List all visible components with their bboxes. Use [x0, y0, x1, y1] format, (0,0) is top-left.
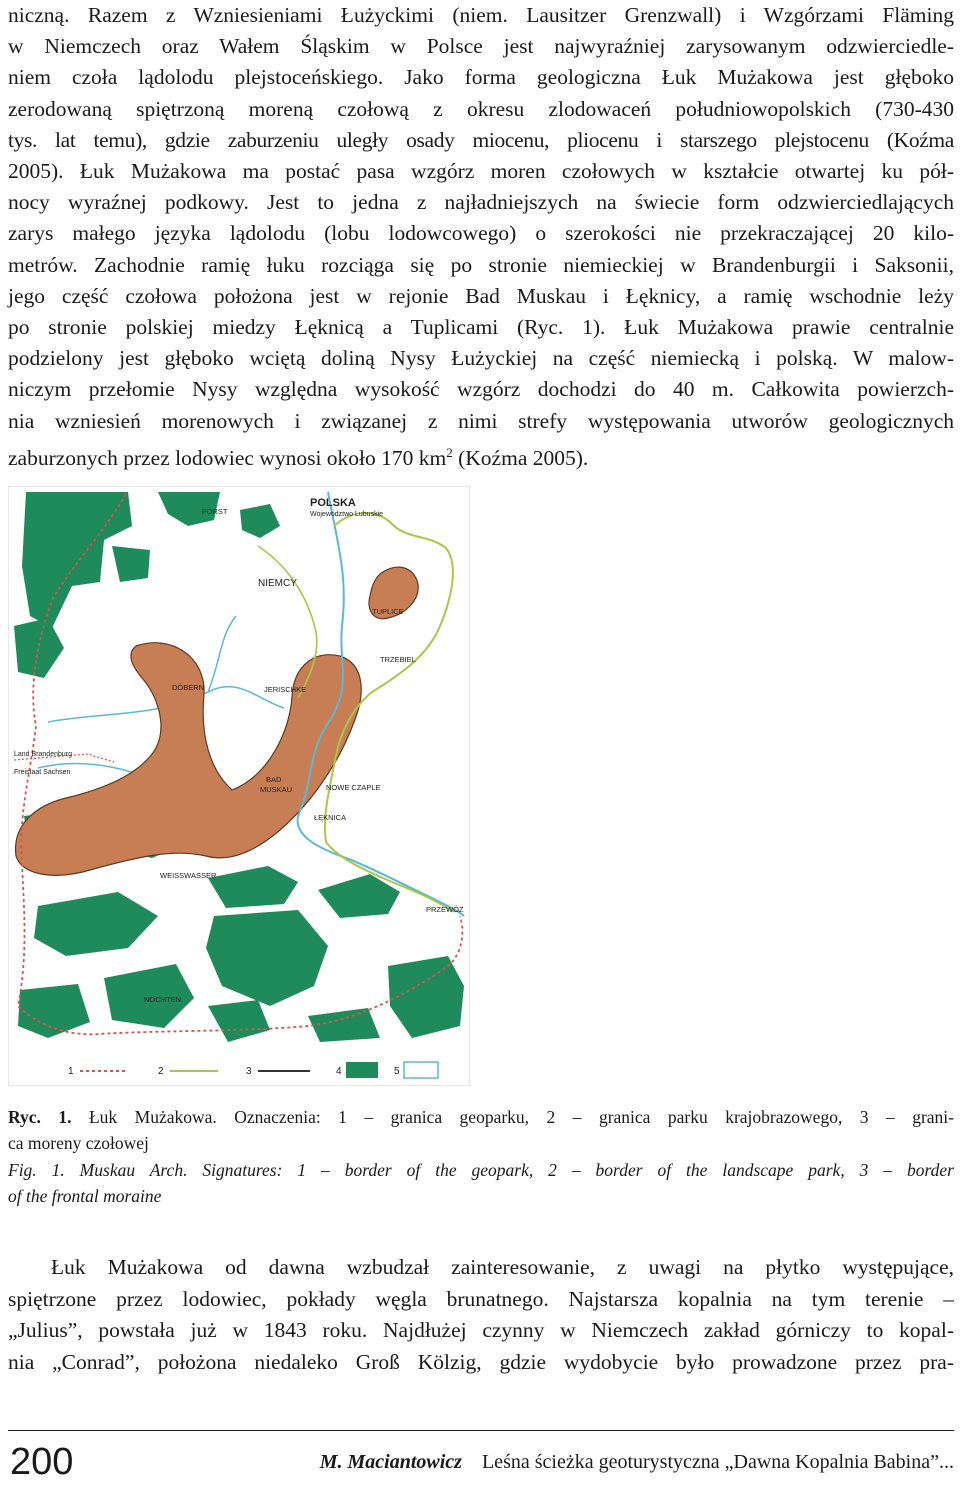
text-line: spiętrzone przez lodowiec, pokłady węgla brunatnego. Najstarsza kopalnia na tym terenie –	[8, 1286, 954, 1311]
map-label-tuplice: TUPLICE	[372, 607, 404, 616]
intro-paragraph	[8, 0, 954, 474]
footer-author: M. Maciantowicz	[319, 1451, 462, 1473]
text-line: nocy wyraźnej podkowy. Jest to jedna z najładniejszych na świecie form odzwierciedlających	[8, 190, 954, 215]
map-label-muskau: MUSKAU	[260, 785, 293, 794]
caption-line: Fig. 1. Muskau Arch. Signatures: 1 – border of the geopark, 2 – border of the landscape park, 3 – border	[8, 1160, 954, 1180]
legend-number-3: 3	[246, 1066, 252, 1077]
caption-line: of the frontal moraine	[8, 1186, 162, 1206]
legend-number-2: 2	[158, 1066, 164, 1077]
running-footer	[320, 1450, 954, 1474]
figure-label: Ryc. 1.	[8, 1107, 72, 1127]
map-label-wojewodztwo: Województwo Lubuskie	[310, 511, 384, 518]
figure-caption-english	[8, 1157, 954, 1209]
text-fragment: zaburzonych przez lodowiec wynosi około 170 km	[8, 446, 447, 470]
legend-number-5: 5	[394, 1066, 400, 1077]
text-line: zarys małego języka lądolodu (lobu lodowcowego) o szerokości nie przekraczającej 20 kilo-	[8, 221, 954, 246]
text-line-last	[8, 437, 954, 474]
map-label-dobern: DÖBERN	[172, 683, 205, 692]
caption-line	[8, 1104, 954, 1130]
footer-rule	[8, 1430, 954, 1431]
text-fragment: (Koźma 2005).	[452, 446, 589, 470]
map-label-land-brandenburg: Land Brandenburg	[14, 751, 72, 758]
footer-title: Leśna ścieżka geoturystyczna „Dawna Kopalnia Babina”...	[481, 1451, 954, 1473]
map-label-leknica: ŁĘKNICA	[314, 813, 347, 822]
map-label-trzebiel: TRZEBIEL	[380, 655, 416, 664]
text-line: po stronie polskiej miedzy Łęknicą a Tuplicami (Ryc. 1). Łuk Mużakowa prawie centralnie	[8, 315, 954, 340]
map-label-niemcy: NIEMCY	[258, 578, 297, 589]
map-label-bad: BAD	[266, 775, 282, 784]
legend-symbol-area	[404, 1062, 438, 1078]
text-line: Łuk Mużakowa od dawna wzbudzał zainteresowanie, z uwagi na płytko występujące,	[51, 1255, 954, 1279]
text-line: tys. lat temu), gdzie zaburzeniu uległy osady miocenu, pliocenu i starszego plejstocenu (Koźma	[8, 127, 954, 152]
map-label-freistaat-sachsen: Freistaat Sachsen	[14, 769, 71, 776]
caption-text: Łuk Mużakowa. Oznaczenia: 1 – granica geoparku, 2 – granica parku krajobrazowego, 3 – grani-	[71, 1107, 954, 1127]
text-line: nia „Conrad”, położona niedaleko Groß Kölzig, gdzie wydobycie było prowadzone przez pra-	[8, 1349, 954, 1374]
map-label-forst: FORST	[202, 507, 228, 516]
map-label-jerischke: JERISCHKE	[264, 685, 307, 694]
figure-caption-polish	[8, 1104, 954, 1156]
caption-line: ca moreny czołowej	[8, 1133, 149, 1153]
muskau-arch-map	[8, 486, 470, 1086]
map-label-nowe-czaple: NOWE CZAPLE	[326, 783, 381, 792]
text-line: podzielony jest głęboko wciętą doliną Nysy Łużyckiej na część niemiecką i polską. W malow-	[8, 346, 954, 371]
text-line: nia wzniesień morenowych i związanej z nimi strefy występowania utworów geologicznych	[8, 408, 954, 433]
text-line: jego część czołowa położona jest w rejonie Bad Muskau i Łęknicy, a ramię wschodnie leży	[8, 283, 954, 308]
map-label-nochten: NOCHTEN	[144, 995, 182, 1004]
map-label-weisswasser: WEISSWASSER	[160, 871, 217, 880]
text-line: w Niemczech oraz Wałem Śląskim w Polsce jest najwyraźniej zarysowanym odzwierciedle-	[8, 34, 954, 59]
text-line: 2005). Łuk Mużakowa ma postać pasa wzgórz moren czołowych w kształcie otwartej ku pół-	[8, 159, 954, 184]
text-line: „Julius”, powstała już w 1843 roku. Najdłużej czynny w Niemczech zakład górniczy to kopal-	[8, 1318, 954, 1342]
text-line: zerodowaną spiętrzoną moreną czołową z okresu zlodowaceń południowopolskich (730-430	[8, 96, 954, 121]
legend-symbol-forest	[346, 1062, 378, 1078]
superscript: 2	[446, 444, 453, 460]
legend-number-1: 1	[68, 1066, 74, 1077]
map-label-polska: POLSKA	[310, 497, 356, 509]
text-line: metrów. Zachodnie ramię łuku rozciąga się po stronie niemieckiej w Brandenburgii i Saksonii,	[8, 252, 954, 277]
legend-number-4: 4	[336, 1066, 342, 1077]
page-number: 200	[10, 1441, 74, 1483]
text-line: niem czoła lądolodu plejstoceńskiego. Jako forma geologiczna Łuk Mużakowa jest głęboko	[8, 65, 954, 90]
body-paragraph	[8, 1252, 954, 1378]
text-line: niczym przełomie Nysy względna wysokość wzgórz dochodzi do 40 m. Całkowita powierzch-	[8, 377, 954, 402]
map-label-przewoz: PRZEWÓZ	[426, 905, 464, 914]
text-line: niczną. Razem z Wzniesieniami Łużyckimi (niem. Lausitzer Grenzwall) i Wzgórzami Fläming	[8, 3, 954, 27]
